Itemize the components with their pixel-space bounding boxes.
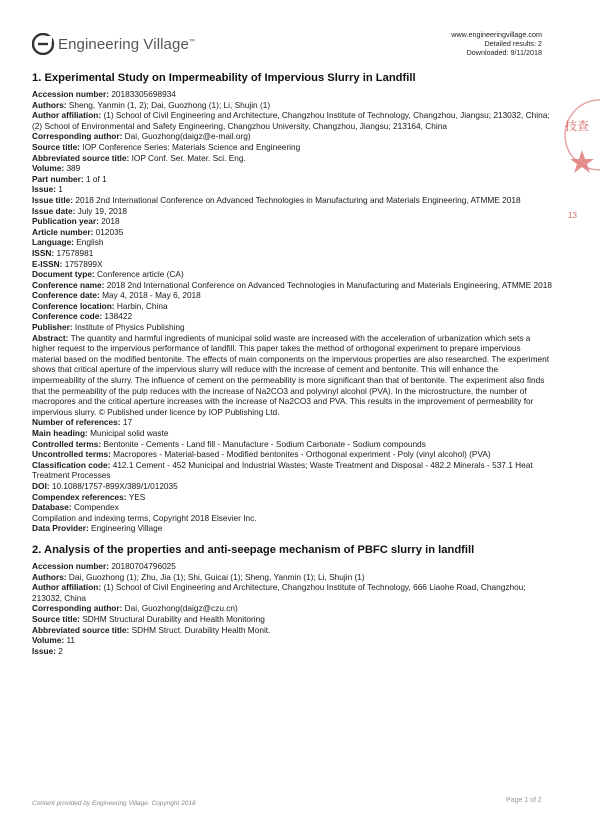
field-label: Authors:	[32, 571, 67, 582]
field-label: Publication year:	[32, 216, 99, 227]
field-value: Conference article (CA)	[97, 269, 184, 280]
footer-copyright: Content provided by Engineering Village. Copyright 2018	[32, 800, 196, 807]
field-label: Uncontrolled terms:	[32, 449, 111, 460]
field-label: Accession number:	[32, 89, 109, 99]
field-label: Data Provider:	[32, 523, 89, 534]
field-label: Abbreviated source title:	[32, 152, 130, 163]
field-label: ISSN:	[32, 247, 55, 258]
field-value: 2018 2nd International Conference on Advanced Technologies in Manufacturing and Materials Engineering, ATMME 2018	[106, 279, 552, 290]
field-value: 2	[58, 645, 63, 656]
field-label: DOI:	[32, 480, 50, 491]
field-value: July 19, 2018	[77, 205, 128, 216]
record-field	[32, 502, 552, 513]
field-label: Source title:	[32, 141, 80, 152]
field-value: 2018	[101, 216, 120, 227]
record-field	[32, 311, 552, 322]
field-label: Conference location:	[32, 300, 115, 311]
record-field	[32, 248, 552, 259]
field-label: Issue:	[32, 645, 56, 656]
record-field	[32, 163, 552, 174]
footer-page-number: Page 1 of 2	[506, 797, 542, 804]
field-label: Authors:	[32, 99, 67, 110]
field-value: 412.1 Cement - 452 Municipal and Industrial Wastes; Waste Treatment and Disposal - 482.2 Minerals - 537.1 Heat Treatment Processes	[32, 459, 533, 481]
field-value: Bentonite - Cements - Land fill - Manufacture - Sodium Carbonate - Sodium compounds	[103, 438, 426, 449]
record-field	[32, 184, 552, 195]
field-value: 389	[66, 163, 81, 174]
field-label: Publisher:	[32, 322, 73, 333]
record-field	[32, 153, 552, 164]
field-value: 17	[122, 417, 133, 428]
field-label: Author affiliation:	[32, 110, 102, 121]
record-field	[32, 142, 552, 153]
field-value: IOP Conference Series: Materials Science and Engineering	[82, 141, 301, 152]
record-field	[32, 582, 552, 603]
field-label: Classification code:	[32, 459, 111, 470]
field-value: 20180704796025	[111, 560, 176, 571]
field-label: Abstract:	[32, 332, 69, 343]
record-field	[32, 449, 552, 460]
record-field	[32, 322, 552, 333]
field-value: Macropores - Material-based - Modified bentonites - Orthogonal experiment - Poly (vinyl alcohol) (PVA)	[113, 449, 491, 460]
field-value: Harbin, China	[116, 300, 168, 311]
field-value: Municipal solid waste	[90, 428, 169, 438]
record-field	[32, 460, 552, 481]
field-value: (1) School of Civil Engineering and Architecture, Changzhou Institute of Technology, Changzhou, Jiangsu; 213032, China; (2) School of Environmental and Safety Engineering, Changzhou University, Changzhou, Jiangsu; 213164, China	[32, 110, 550, 131]
field-value: 20183305698934	[111, 89, 176, 99]
record-2	[32, 544, 552, 656]
engineering-village-logo-icon	[32, 33, 54, 55]
site-url: www.engineeringvillage.com	[451, 30, 542, 39]
record-field	[32, 481, 552, 492]
field-label: Issue:	[32, 184, 56, 195]
record-field	[32, 439, 552, 450]
field-label: Article number:	[32, 226, 94, 237]
record-field	[32, 89, 552, 100]
record-field	[32, 100, 552, 111]
header-meta	[451, 30, 542, 57]
record-field	[32, 216, 552, 227]
field-value: Compilation and indexing terms, Copyright 2018 Elsevier Inc.	[32, 512, 257, 523]
field-value: Institute of Physics Publishing	[74, 322, 185, 333]
record-title: 2. Analysis of the properties and anti-seepage mechanism of PBFC slurry in landfill	[32, 543, 475, 556]
record-field	[32, 646, 552, 657]
field-value: Dai, Guozhong(daigz@e-mail.org)	[124, 131, 251, 142]
record-fields	[32, 561, 552, 656]
field-value: 10.1088/1757-899X/389/1/012035	[51, 480, 178, 491]
record-field	[32, 131, 552, 142]
record-field	[32, 259, 552, 270]
field-label: Source title:	[32, 613, 80, 624]
field-label: Issue date:	[32, 205, 76, 216]
field-value: 2018 2nd International Conference on Advanced Technologies in Manufacturing and Materials Engineering, ATMME 2018	[75, 194, 521, 205]
field-label: Accession number:	[32, 560, 109, 571]
engineering-village-logo	[32, 33, 195, 55]
record-field	[32, 227, 552, 238]
field-label: Author affiliation:	[32, 582, 102, 593]
record-fields	[32, 89, 552, 534]
field-label: Corresponding author:	[32, 603, 123, 614]
field-label: Conference date:	[32, 290, 100, 301]
record-field	[32, 614, 552, 625]
field-value: 138422	[104, 311, 133, 322]
field-value: SDHM Struct. Durability Health Monit.	[131, 624, 271, 635]
field-label: Conference code:	[32, 311, 103, 322]
record-field	[32, 237, 552, 248]
logo-text: Engineering Village™	[58, 35, 195, 53]
record-field	[32, 174, 552, 185]
field-label: Part number:	[32, 173, 84, 184]
record-field	[32, 572, 552, 583]
field-label: Conference name:	[32, 279, 105, 290]
field-value: SDHM Structural Durability and Health Monitoring	[82, 613, 265, 624]
field-value: 1757899X	[64, 258, 103, 269]
field-value: 1	[58, 184, 63, 195]
field-label: Number of references:	[32, 417, 121, 428]
field-value: (1) School of Civil Engineering and Architecture, Changzhou Institute of Technology, 666 Liaohe Road, Changzhou; 213032, China	[32, 582, 526, 603]
record-field	[32, 110, 552, 131]
record-field	[32, 269, 552, 280]
field-label: Controlled terms:	[32, 438, 102, 449]
record-field	[32, 625, 552, 636]
record-field	[32, 206, 552, 217]
field-label: Database:	[32, 502, 72, 513]
field-label: Volume:	[32, 163, 65, 174]
field-label: E-ISSN:	[32, 258, 63, 269]
field-value: 17578981	[56, 247, 94, 258]
field-label: Language:	[32, 237, 74, 248]
field-label: Main heading:	[32, 428, 88, 438]
record-field	[32, 635, 552, 646]
record-field	[32, 417, 552, 428]
field-value: YES	[128, 491, 146, 502]
field-value: Dai, Guozhong(daigz@czu.cn)	[124, 603, 238, 614]
field-value: Compendex	[73, 502, 119, 513]
record-field	[32, 195, 552, 206]
record-field	[32, 561, 552, 572]
record-field	[32, 280, 552, 291]
field-label: Corresponding author:	[32, 131, 123, 142]
stamp-text: 技查	[565, 119, 590, 133]
results-content	[32, 72, 552, 656]
field-value: 11	[66, 635, 76, 646]
field-value: The quantity and harmful ingredients of municipal solid waste are increased with the acceleration of urbanization which sets a higher request to the impervious performance of landfill. This paper takes the method of orthogonal experiment to prepare impervious material based on the modified bentonite. The effects of main components on the impervious properties are also researched. The experiment shows that critical aperture of the impervious slurry will reduce with the increase of cement and bentonite. This will enhance the impermeability of the slurry. The influence of cement on the permeability is more significant than that of bentonite. The experiment also finds that the permeability of the pulp reduces with the increase of Na2CO3 and polyvinyl alcohol (PVA). In the microstructure, the number of macropores and the critical aperture increases with the increase of Na2CO3 and PVA. This results in the improvement of permeability for impervious slurry. © Published under licence by IOP Publishing Ltd.	[32, 332, 550, 417]
record-field	[32, 428, 552, 439]
detailed-results: Detailed results: 2	[484, 39, 542, 48]
record-field	[32, 290, 552, 301]
field-label: Document type:	[32, 269, 95, 280]
record-field	[32, 301, 552, 312]
field-value: Engineering Village	[91, 523, 163, 534]
record-field	[32, 603, 552, 614]
field-value: IOP Conf. Ser. Mater. Sci. Eng.	[131, 152, 246, 163]
record-1	[32, 72, 552, 534]
field-label: Issue title:	[32, 194, 74, 205]
record-title: 1. Experimental Study on Impermeability of Impervious Slurry in Landfill	[32, 72, 416, 84]
red-seal-stamp	[560, 95, 600, 225]
record-field	[32, 513, 552, 524]
field-value: English	[76, 237, 104, 248]
field-value: 012035	[95, 226, 124, 237]
field-label: Compendex references:	[32, 491, 127, 502]
field-value: Sheng, Yanmin (1, 2); Dai, Guozhong (1); Li, Shujin (1)	[68, 99, 271, 110]
record-field	[32, 523, 552, 534]
record-field	[32, 492, 552, 503]
field-label: Abbreviated source title:	[32, 624, 130, 635]
record-field	[32, 333, 552, 418]
field-value: Dai, Guozhong (1); Zhu, Jia (1); Shi, Guicai (1); Sheng, Yanmin (1); Li, Shujin (1)	[68, 571, 365, 582]
field-value: 1 of 1	[85, 173, 107, 184]
field-label: Volume:	[32, 635, 65, 646]
downloaded-date: Downloaded: 9/11/2018	[466, 48, 542, 57]
stamp-number: 13	[568, 211, 577, 220]
field-value: May 4, 2018 - May 6, 2018	[102, 290, 201, 301]
